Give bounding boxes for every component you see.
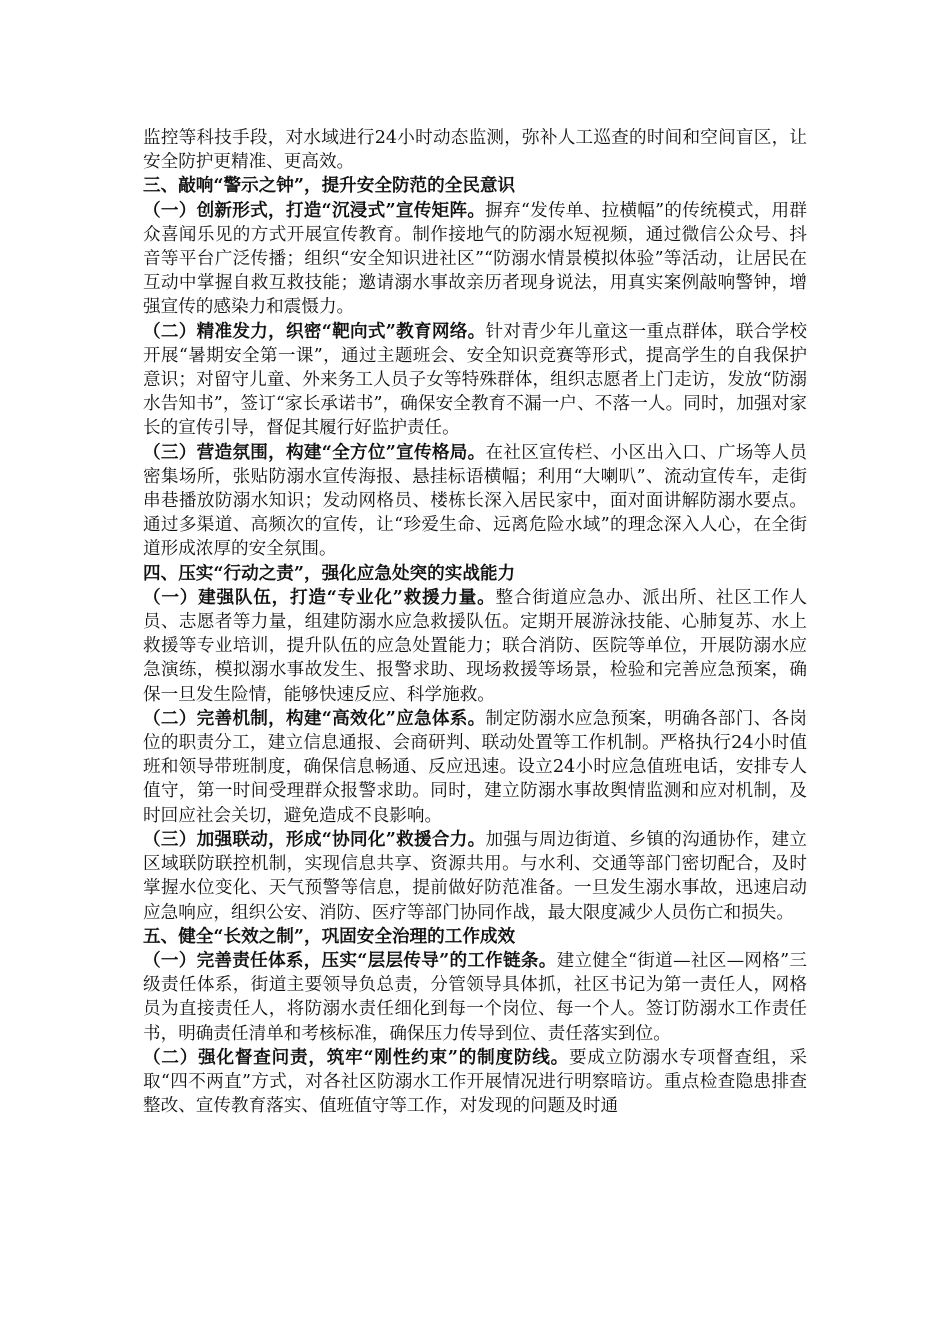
paragraph-body: 在社区宣传栏、小区出入口、广场等人员密集场所，张贴防溺水宣传海报、悬挂标语横幅；利用“大喇叭”、流动宣传车，走街串巷播放防溺水知识；发动网格员、楼栋长深入居民家中，面对面讲解防溺水要点。通过多渠道、高频次的宣传，让“珍爱生命、远离危险水域”的理念深入人心，在全街道形成浓厚的安全氛围。 (143, 442, 807, 560)
paragraph-body: 制定防溺水应急预案，明确各部门、各岗位的职责分工，建立信息通报、会商研判、联动处置等工作机制。严格执行24小时值班和领导带班制度，确保信息畅通、反应迅速。设立24小时应急值班电话，安排专人值守，第一时间受理群众报警求助。同时，建立防溺水事故舆情监测和应对机制，及时回应社会关切，避免造成不良影响。 (143, 708, 807, 826)
paragraph-lead: （三）营造氛围，构建“全方位”宣传格局。 (143, 441, 486, 463)
paragraph-lead: （三）加强联动，形成“协同化”救援合力。 (143, 828, 486, 850)
paragraph-4-1 (143, 586, 807, 707)
paragraph-3-2 (143, 320, 807, 441)
paragraph-lead: （二）精准发力，织密“靶向式”教育网络。 (143, 320, 486, 342)
document-page (143, 126, 807, 1118)
paragraph-lead: （一）建强队伍，打造“专业化”救援力量。 (143, 586, 496, 608)
paragraph-5-1 (143, 949, 807, 1046)
paragraph-intro: 监控等科技手段，对水域进行24小时动态监测，弥补人工巡查的时间和空间盲区，让安全防护更精准、更高效。 (143, 128, 807, 173)
paragraph-body: 加强与周边街道、乡镇的沟通协作，建立区域联防联控机制，实现信息共享、资源共用。与水利、交通等部门密切配合，及时掌握水位变化、天气预警等信息，提前做好防范准备。一旦发生溺水事故，迅速启动应急响应，组织公安、消防、医疗等部门协同作战，最大限度减少人员伤亡和损失。 (143, 829, 807, 923)
paragraph-body: 要成立防溺水专项督查组，采取“四不两直”方式，对各社区防溺水工作开展情况进行明察暗访。重点检查隐患排查整改、宣传教育落实、值班值守等工作，对发现的问题及时通 (143, 1047, 807, 1117)
paragraph-lead: （二）强化督查问责，筑牢“刚性约束”的制度防线。 (143, 1046, 569, 1068)
section-heading-4: 四、压实“行动之责”，强化应急处突的实战能力 (143, 562, 516, 584)
paragraph-body: 整合街道应急办、派出所、社区工作人员、志愿者等力量，组建防溺水应急救援队伍。定期开展游泳技能、心肺复苏、水上救援等专业培训，提升队伍的应急处置能力；联合消防、医院等单位，开展防溺水应急演练，模拟溺水事故发生、报警求助、现场救援等场景，检验和完善应急预案，确保一旦发生险情，能够快速反应、科学施救。 (143, 587, 807, 705)
paragraph-body: 针对青少年儿童这一重点群体，联合学校开展“暑期安全第一课”，通过主题班会、安全知识竞赛等形式，提高学生的自我保护意识；对留守儿童、外来务工人员子女等特殊群体，组织志愿者上门走访，发放“防溺水告知书”，签订“家长承诺书”，确保安全教育不漏一户、不落一人。同时，加强对家长的宣传引导，督促其履行好监护责任。 (143, 321, 807, 439)
paragraph-lead: （一）创新形式，打造“沉浸式”宣传矩阵。 (143, 199, 486, 221)
paragraph-4-3 (143, 828, 807, 925)
paragraph-body: 建立健全“街道—社区—网格”三级责任体系，街道主要领导负总责，分管领导具体抓，社区书记为第一责任人，网格员为直接责任人，将防溺水责任细化到每一个岗位、每一个人。签订防溺水工作责任书，明确责任清单和考核标准，确保压力传导到位、责任落实到位。 (143, 950, 807, 1044)
paragraph-body: 摒弃“发传单、拉横幅”的传统模式，用群众喜闻乐见的方式开展宣传教育。制作接地气的防溺水短视频，通过微信公众号、抖音等平台广泛传播；组织“安全知识进社区”“防溺水情景模拟体验”等活动，让居民在互动中掌握自救互救技能；邀请溺水事故亲历者现身说法，用真实案例敲响警钟，增强宣传的感染力和震慑力。 (143, 200, 807, 318)
paragraph-5-2 (143, 1046, 807, 1119)
paragraph-4-2 (143, 707, 807, 828)
paragraph-lead: （二）完善机制，构建“高效化”应急体系。 (143, 707, 486, 729)
section-heading-5: 五、健全“长效之制”，巩固安全治理的工作成效 (143, 925, 516, 947)
paragraph-lead: （一）完善责任体系，压实“层层传导”的工作链条。 (143, 949, 557, 971)
paragraph-3-3 (143, 441, 807, 562)
section-heading-3: 三、敲响“警示之钟”，提升安全防范的全民意识 (143, 175, 516, 197)
paragraph-3-1 (143, 199, 807, 320)
